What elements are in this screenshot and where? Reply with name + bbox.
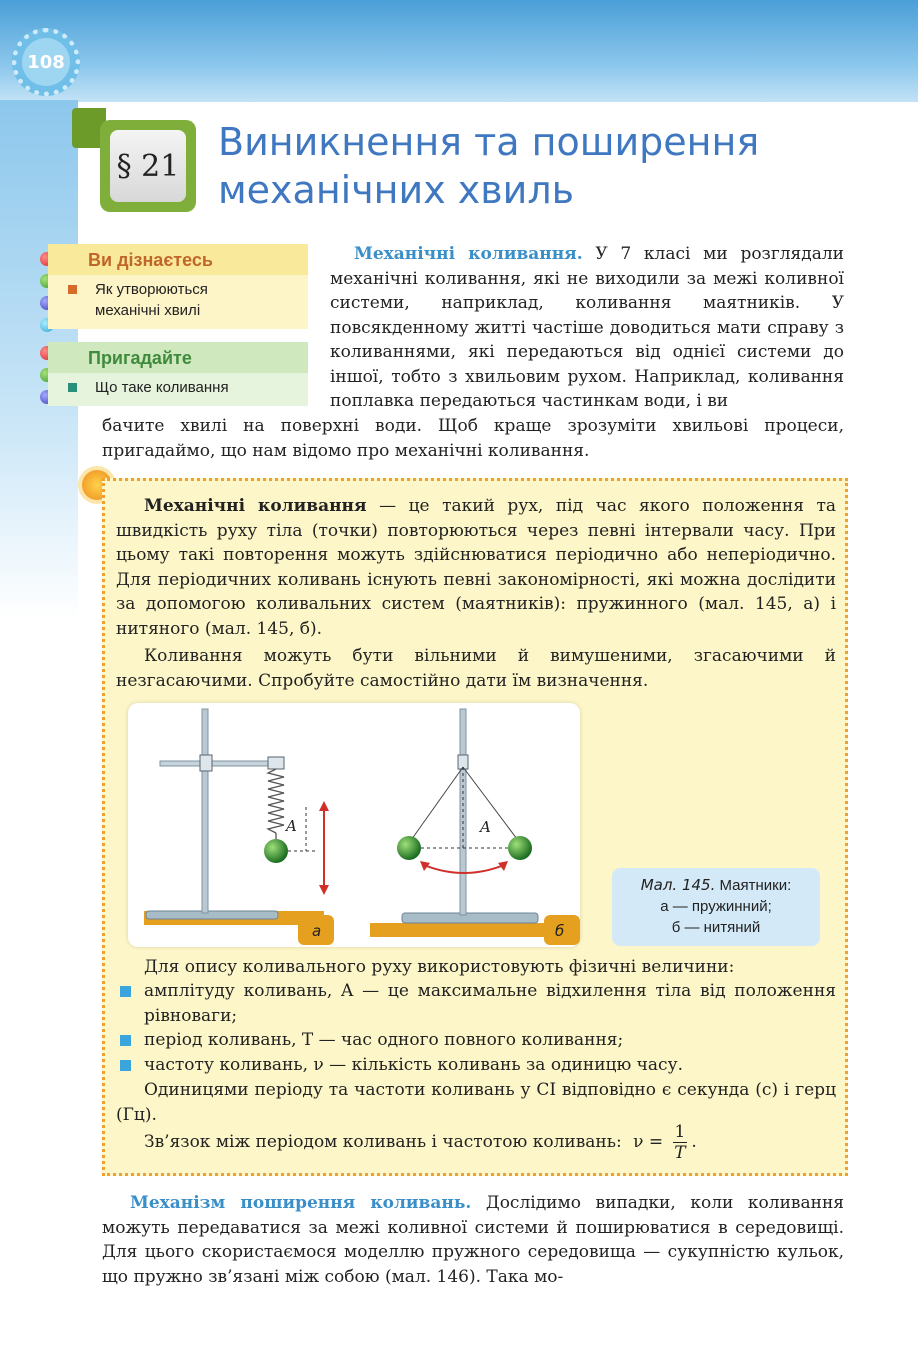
formula-period: .	[691, 1132, 697, 1152]
units-paragraph	[116, 1078, 836, 1127]
page-number: 108	[22, 38, 70, 86]
definition-text: — це такий рух, під час якого положення та швидкість руху тіла (точки) повторюються через певні інтервали часу. При цьому такі повторення можуть здійснюватися періодично або неперіодично. Для періодичних коливань існують певні закономірності, які можна дослідити за допомогою коливальних систем (маятників): пружинного (мал. 145, а) і нитяного (мал. 145, б).	[116, 496, 836, 639]
square-bullet-icon	[68, 285, 77, 294]
bullet-icon	[120, 986, 131, 997]
page-title	[218, 118, 858, 214]
recall-item	[48, 373, 308, 406]
learn-item-text: Як утворюються механічні хвилі	[95, 281, 208, 319]
amplitude-label-a: A	[286, 817, 297, 835]
relation-paragraph	[116, 1122, 836, 1163]
recall-heading: Пригадайте	[48, 342, 308, 373]
quantity-item-amplitude: амплітуду коливань, A — це максимальне відхилення тіла від положення рівноваги;	[144, 981, 836, 1026]
oscillation-types-text: Коливання можуть бути вільними й вимушеними, згасаючими й незгасаючими. Спробуйте самостійно дати їм визначення.	[116, 646, 836, 691]
figure-caption	[612, 868, 820, 946]
units-text: Одиницями періоду та частоти коливань у СІ відповідно є секунда (с) і герц (Гц).	[116, 1080, 836, 1125]
learn-heading: Ви дізнаєтесь	[48, 244, 308, 275]
pendulums-illustration	[128, 703, 580, 947]
intro-text-part2: бачите хвилі на поверхні води. Щоб краще зрозуміти хвильові процеси, пригадаймо, що нам відомо про механічні коливання.	[102, 416, 844, 461]
label-a: а	[312, 922, 322, 940]
label-b: б	[555, 922, 565, 940]
quantities-intro-text: Для опису коливального руху використовують фізичні величини:	[144, 957, 735, 977]
mechanism-paragraph	[102, 1191, 844, 1289]
square-bullet-icon	[68, 383, 77, 392]
recall-box	[48, 342, 308, 406]
spring-pendulum	[144, 709, 329, 925]
bullet-icon	[120, 1060, 131, 1071]
recall-item-text: Що таке коливання	[95, 379, 229, 396]
formula-fraction	[673, 1122, 688, 1163]
caption-a: а — пружинний;	[660, 898, 772, 915]
learn-item	[48, 275, 308, 329]
intro-paragraph-top	[330, 242, 844, 414]
formula-lhs: ν =	[633, 1132, 664, 1152]
figure-145	[128, 703, 580, 947]
section-badge	[100, 120, 196, 212]
page-number-gear-icon	[12, 28, 80, 96]
quantity-item-frequency: частоту коливань, ν — кількість коливань за одиницю часу.	[144, 1055, 683, 1075]
section-number: § 21	[110, 130, 186, 202]
formula-denominator: T	[674, 1143, 686, 1163]
mechanism-text: Дослідимо випадки, коли коливання можуть передаватися за межі коливної системи й поширюватися в середовищі. Для цього скористаємося моделлю пружного середовища — сукупністю кульок, що пружно зв’язані між собою (мал. 146). Така мо-	[102, 1193, 845, 1287]
caption-b: б — нитяний	[671, 919, 761, 936]
definition-paragraph	[116, 494, 836, 641]
bullet-icon	[120, 1035, 131, 1046]
formula-numerator: 1	[674, 1122, 686, 1142]
intro-text-part1: У 7 класі ми розглядали механічні коливання, які не виходили за межі коливної системи, наприклад, коливання маятників. У повсякденному житті частіше доводиться мати справу з коливаннями, які передаються від однієї системи до іншої, тобто з хвильовим рухом. Наприклад, коливання поплавка передаються частинкам води, і ви	[330, 244, 844, 411]
intro-paragraph-bottom	[102, 414, 844, 463]
relation-text: Зв’язок між періодом коливань і частотою коливань:	[144, 1132, 622, 1152]
mechanism-lead: Механізм поширення коливань.	[130, 1193, 472, 1213]
title-line-1: Виникнення та поширення	[218, 120, 760, 164]
amplitude-label-b: A	[480, 818, 491, 836]
intro-lead: Механічні коливання.	[354, 244, 583, 264]
quantity-item-period: період коливань, T — час одного повного коливання;	[144, 1030, 624, 1050]
title-line-2: механічних хвиль	[218, 168, 575, 212]
caption-text: Маятники:	[719, 877, 792, 894]
quantities-intro	[116, 955, 836, 980]
definition-paragraph-2	[116, 644, 836, 693]
definition-term: Механічні коливання	[144, 496, 367, 516]
caption-title: Мал. 145.	[640, 876, 716, 894]
learn-box	[48, 244, 308, 329]
thread-pendulum	[370, 709, 560, 937]
